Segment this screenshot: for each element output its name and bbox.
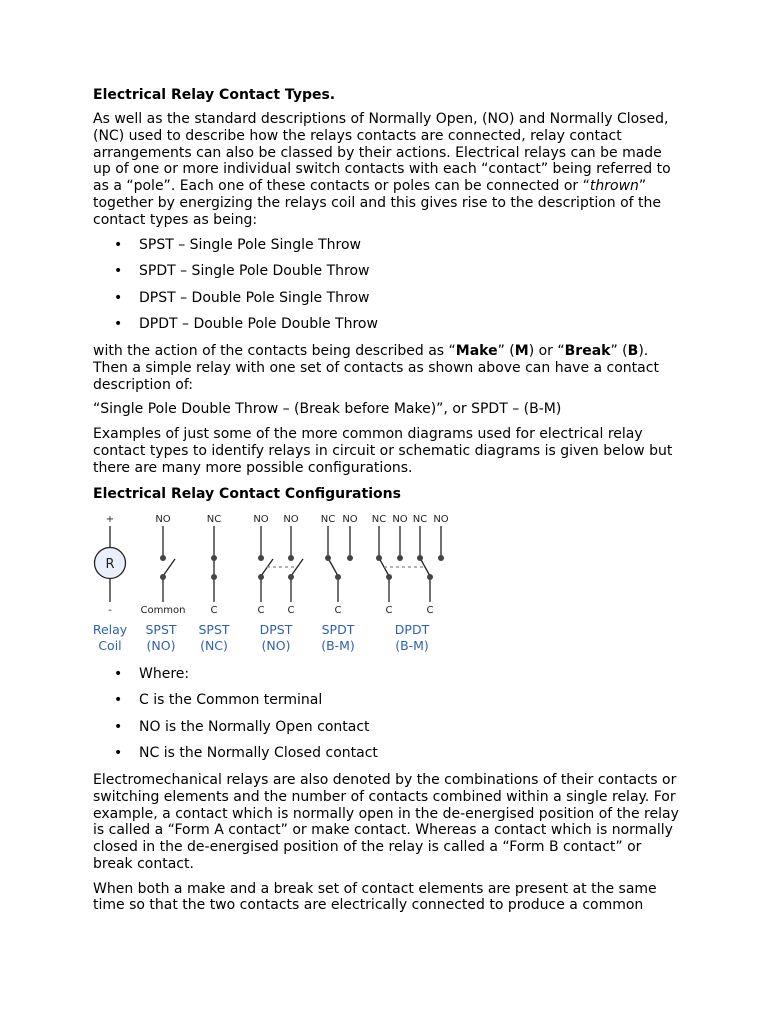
action-text: ) or “ [528, 342, 565, 359]
list-item: • NO is the Normally Open contact [93, 719, 683, 736]
b-letter: B [627, 342, 639, 359]
dpdt-c1-label: C [385, 604, 393, 616]
caption-spst-nc-1: SPST [198, 621, 230, 637]
make-word: Make [455, 342, 498, 359]
intro-text-2: ” together by energizing the relays coil and this gives rise to the description of the contact types as being: [93, 178, 662, 228]
caption-spst-no-1: SPST [145, 621, 177, 637]
action-text: ). Then a simple relay with one set of contacts as shown above can have a contact description of: [93, 342, 659, 393]
forms-paragraph: Electromechanical relays are also denoted by the combinations of their contacts or switching elements and the number of contacts combined within a single relay. For example, a contact which is normally open in the de-energised position of the relay is called a “Form A contact” or make contact. Whereas a contact which is normally closed in the de-energised position of the relay is called a “Form B contact” or break contact. [93, 771, 679, 872]
caption-spst-no-2: (NO) [146, 637, 176, 653]
spst-no-top-label: NO [155, 513, 171, 525]
dpst-no1-label: NO [253, 513, 269, 525]
caption-spst-nc-2: (NC) [200, 637, 228, 653]
dpdt-nc1-label: NC [371, 513, 387, 525]
relay-contact-diagram [93, 510, 493, 660]
dpdt-no1-label: NO [392, 513, 408, 525]
caption-relay-coil-2: Coil [98, 637, 122, 653]
examples-paragraph: Examples of just some of the more common diagrams used for electrical relay contact types to identify relays in circuit or schematic diagrams is given below but there are many more possible configurations. [93, 426, 673, 476]
caption-dpdt-2: (B-M) [395, 637, 429, 653]
caption-dpdt-1: DPDT [394, 621, 430, 637]
dpst-c1-label: C [257, 604, 265, 616]
diagram-lines [95, 526, 442, 602]
coil-letter: R [105, 556, 115, 572]
spdt-nc-label: NC [320, 513, 336, 525]
where-list [93, 666, 683, 763]
spdt-c-label: C [334, 604, 342, 616]
intro-paragraph [93, 111, 683, 229]
intro-thrown-word: thrown [589, 178, 639, 195]
list-item: • Where: [93, 666, 683, 683]
list-item: • NC is the Normally Closed contact [93, 745, 683, 762]
contact-types-list [93, 237, 683, 334]
dpst-c2-label: C [287, 604, 295, 616]
list-item: • DPST – Double Pole Single Throw [93, 290, 683, 307]
caption-spdt-1: SPDT [321, 621, 355, 637]
spst-nc-c-label: C [210, 604, 218, 616]
dpdt-c2-label: C [426, 604, 434, 616]
document-content [93, 86, 683, 922]
diagram-captions [93, 622, 430, 653]
action-text: with the action of the contacts being described as “ [93, 342, 456, 359]
intro-text-1: As well as the standard descriptions of Normally Open, (NO) and Normally Closed, (NC) used to describe how the relays contacts are connected, relay contact arrangements can also be classed by their actions. Electrical relays can be made up of one or more individual switch contacts with each “contact” being referred to as a “pole”. Each one of these contacts or poles can be connected or “ [93, 111, 671, 195]
action-text: ” ( [497, 342, 515, 359]
last-paragraph: When both a make and a break set of contact elements are present at the same time so that the two contacts are electrically connected to produce a common [93, 880, 657, 914]
caption-dpst-1: DPST [259, 621, 293, 637]
list-item: • DPDT – Double Pole Double Throw [93, 316, 683, 333]
diagram-contacts [160, 555, 444, 580]
m-letter: M [514, 342, 529, 359]
caption-relay-coil-1: Relay [93, 621, 128, 637]
spst-nc-top-label: NC [206, 513, 222, 525]
break-word: Break [564, 342, 611, 359]
list-item: • SPST – Single Pole Single Throw [93, 237, 683, 254]
list-item: • C is the Common terminal [93, 692, 683, 709]
heading-contact-configurations: Electrical Relay Contact Configurations [93, 485, 401, 502]
caption-spdt-2: (B-M) [321, 637, 355, 653]
dpdt-nc2-label: NC [412, 513, 428, 525]
common-label: Common [140, 604, 186, 616]
example-description: “Single Pole Double Throw – (Break before Make)”, or SPDT – (B-M) [93, 401, 562, 418]
action-text: ” ( [610, 342, 628, 359]
dpst-no2-label: NO [283, 513, 299, 525]
coil-minus-label: - [108, 604, 112, 616]
dpdt-no2-label: NO [433, 513, 449, 525]
action-paragraph [93, 343, 683, 393]
heading-contact-types: Electrical Relay Contact Types. [93, 87, 336, 103]
list-item: • SPDT – Single Pole Double Throw [93, 263, 683, 280]
coil-plus-label: + [105, 513, 115, 525]
spdt-no-label: NO [342, 513, 358, 525]
caption-dpst-2: (NO) [261, 637, 291, 653]
